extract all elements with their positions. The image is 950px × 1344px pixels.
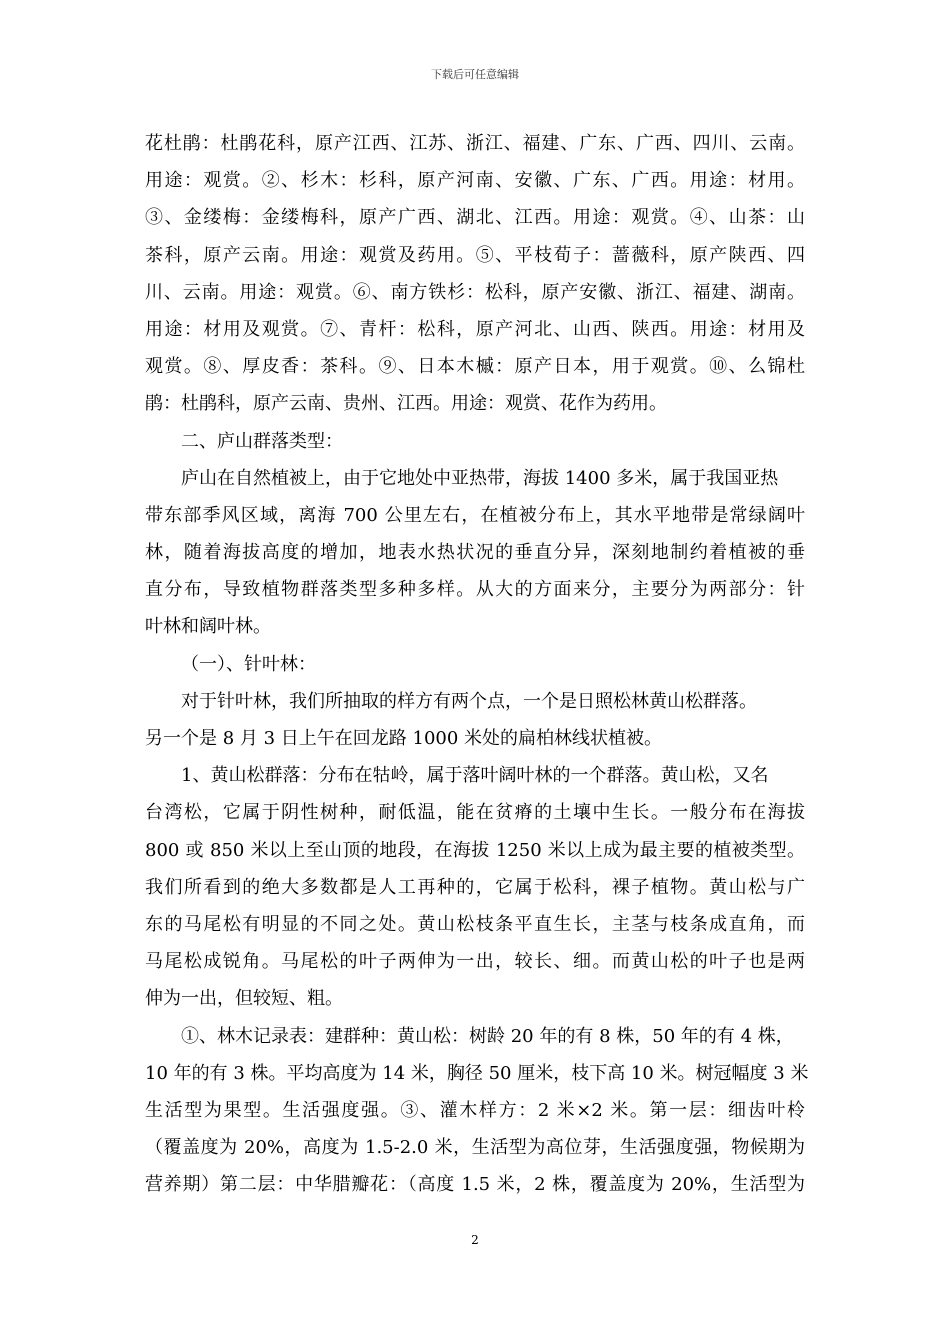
text-line: 10 年的有 3 株。平均高度为 14 米，胸径 50 厘米，枝下高 10 米。树冠幅度 3 米 bbox=[145, 1062, 809, 1084]
text-line: 营养期）第二层：中华腊瓣花：（高度 1.5 米，2 株，覆盖度为 20%，生活型为 bbox=[145, 1174, 805, 1196]
text-line: 观赏。⑧、厚皮香：茶科。⑨、日本木槭：原产日本，用于观赏。⑩、么锦杜 bbox=[145, 356, 805, 378]
text-line: 用途：观赏。②、杉木：杉科，原产河南、安徽、广东、广西。用途：材用。 bbox=[145, 170, 805, 192]
text-line: 我们所看到的绝大多数都是人工再种的，它属于松科，裸子植物。黄山松与广 bbox=[145, 876, 805, 898]
text-line: 直分布，导致植物群落类型多种多样。从大的方面来分，主要分为两部分：针 bbox=[145, 579, 805, 601]
text-line: 800 或 850 米以上至山顶的地段，在海拔 1250 米以上成为最主要的植被类型。 bbox=[145, 839, 805, 861]
text-line: 叶林和阔叶林。 bbox=[145, 616, 271, 638]
text-line: 川、云南。用途：观赏。⑥、南方铁杉：松科，原产安徽、浙江、福建、湖南。 bbox=[145, 281, 805, 303]
text-line: 花杜鹃：杜鹃花科，原产江西、江苏、浙江、福建、广东、广西、四川、云南。 bbox=[145, 133, 805, 154]
text-line: （一）、针叶林： bbox=[181, 653, 316, 675]
text-line: 用途：材用及观赏。⑦、青杆：松科，原产河北、山西、陕西。用途：材用及 bbox=[145, 318, 805, 340]
text-line: 另一个是 8 月 3 日上午在回龙路 1000 米处的扁柏林线状植被。 bbox=[145, 728, 663, 749]
text-line: 对于针叶林，我们所抽取的样方有两个点，一个是日照松林黄山松群落。 bbox=[181, 690, 757, 712]
text-line: ①、林木记录表：建群种：黄山松：树龄 20 年的有 8 株，50 年的有 4 株， bbox=[181, 1025, 794, 1047]
document-body bbox=[145, 125, 809, 1203]
text-line: （覆盖度为 20%，高度为 1.5-2.0 米，生活型为高位芽，生活强度强，物候期为 bbox=[145, 1137, 805, 1159]
text-line: 鹃：杜鹃科，原产云南、贵州、江西。用途：观赏、花作为药用。 bbox=[145, 393, 667, 415]
page-number: 2 bbox=[471, 1233, 479, 1247]
text-line: 二、庐山群落类型： bbox=[181, 430, 343, 452]
text-line: 1、黄山松群落：分布在牯岭，属于落叶阔叶林的一个群落。黄山松，又名 bbox=[181, 765, 769, 787]
text-line: 茶科，原产云南。用途：观赏及药用。⑤、平枝荀子：蔷薇科，原产陕西、四 bbox=[145, 244, 805, 266]
text-line: 台湾松，它属于阴性树种，耐低温，能在贫瘠的土壤中生长。一般分布在海拔 bbox=[145, 802, 805, 824]
text-line: 马尾松成锐角。马尾松的叶子两伸为一出，较长、细。而黄山松的叶子也是两 bbox=[145, 951, 805, 973]
text-line: 林，随着海拔高度的增加，地表水热状况的垂直分异，深刻地制约着植被的垂 bbox=[145, 542, 805, 564]
page-header: 下载后可任意编辑 bbox=[431, 68, 519, 81]
text-line: 伸为一出，但较短、粗。 bbox=[145, 988, 343, 1010]
text-line: 东的马尾松有明显的不同之处。黄山松枝条平直生长，主茎与枝条成直角，而 bbox=[145, 913, 805, 935]
text-line: ③、金缕梅：金缕梅科，原产广西、湖北、江西。用途：观赏。④、山茶：山 bbox=[145, 207, 805, 229]
text-line: 带东部季风区域，离海 700 公里左右，在植被分布上，其水平地带是常绿阔叶 bbox=[145, 504, 805, 526]
text-line: 庐山在自然植被上，由于它地处中亚热带，海拔 1400 多米，属于我国亚热 bbox=[181, 467, 779, 489]
text-line: 生活型为果型。生活强度强。③、灌木样方：2 米×2 米。第一层：细齿叶柃 bbox=[145, 1099, 805, 1121]
